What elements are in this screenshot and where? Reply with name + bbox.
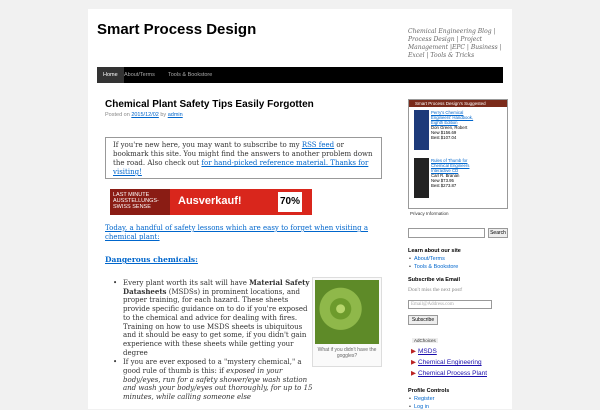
banner-ad-headline: Ausverkauf! — [178, 195, 242, 207]
ad-link-chemical-process-plant[interactable] — [411, 369, 487, 377]
page-wrapper — [88, 9, 512, 409]
book-author: Carl R. Branan — [431, 173, 460, 178]
bullet-text: If you are ever exposed to a "mystery chemical," a good rule of thumb is this: if — [123, 358, 302, 376]
bullet-text: (MSDSs) in prominent locations, and proper training, for each hazard. These sheets provide specific guidance on to do if you're exposed to the chemical and advice for dealing with fires. Training on how to use MSDS sheets is ubiquitous and it should be easy to get some, if you didn't gain experience with these sheets while getting your degree — [123, 287, 308, 357]
banner-ad[interactable] — [110, 189, 312, 215]
post-title[interactable]: Chemical Plant Safety Tips Easily Forgotten — [105, 99, 314, 110]
subscribe-text: Don't miss the next post! — [408, 287, 463, 293]
sidebar-link-tools[interactable]: • Tools & Bookstore — [414, 264, 458, 270]
figure-caption: What if you didn't have the goggles? — [317, 347, 377, 359]
goggles-figure — [312, 277, 382, 367]
arrow-right-icon: ▶ — [411, 370, 416, 377]
intro-link[interactable]: Today, a handful of safety lessons which are easy to forget when visiting a chemical plant: — [105, 224, 369, 241]
book-title[interactable]: Rules of Thumb for Chemical Engineers Interactive CD — [431, 158, 470, 173]
book-info — [431, 110, 476, 140]
nav-item-about[interactable]: About/Terms — [124, 72, 155, 78]
rss-feed-link[interactable]: RSS feed — [301, 141, 335, 149]
book-cover[interactable] — [414, 158, 429, 198]
welcome-notice — [105, 137, 382, 179]
book-author: Don Green, Robert — [431, 125, 468, 130]
ad-link-label: MSDS — [418, 348, 437, 355]
email-field[interactable]: Email@Address.com — [408, 300, 492, 309]
banner-ad-discount: 70% — [278, 192, 302, 212]
nav-item-tools[interactable]: Tools & Bookstore — [168, 72, 213, 78]
sidebar-link-register[interactable]: • Register — [414, 396, 434, 402]
book-title[interactable]: Perry's Chemical Engineers' Handbook, Eighth Edition — [431, 110, 474, 125]
site-title[interactable]: Smart Process Design — [97, 21, 257, 38]
arrow-right-icon: ▶ — [411, 348, 416, 355]
posted-on-label: Posted on — [105, 112, 130, 118]
subscribe-widget-title: Subscribe via Email — [408, 277, 460, 283]
ad-link-msds[interactable] — [411, 347, 437, 355]
search-button[interactable]: Search — [488, 228, 508, 238]
main-content — [105, 99, 385, 402]
goggles-image[interactable] — [315, 280, 379, 344]
book-cover[interactable] — [414, 110, 429, 150]
nav-item-home[interactable]: Home — [97, 67, 124, 83]
list-item — [113, 279, 313, 357]
main-nav — [97, 67, 503, 83]
search-input[interactable] — [408, 228, 485, 238]
post-author-link[interactable]: admin — [167, 112, 183, 118]
ad-link-label: Chemical Engineering — [418, 359, 482, 366]
book-new-price: New $156.69 — [431, 130, 457, 135]
book-info — [431, 158, 476, 188]
section-heading-link[interactable]: Dangerous chemicals: — [105, 255, 198, 264]
sidebar-link-login[interactable]: • Log in — [414, 404, 429, 410]
reference-material-link[interactable]: for hand-picked reference material. Thanks for visiting! — [113, 159, 369, 176]
ad-link-label: Chemical Process Plant — [418, 370, 487, 377]
safety-tips-list — [113, 279, 313, 403]
notice-text-2: or bookmark this site. You might find the answers to another problem down the road. Also check out — [113, 141, 373, 167]
book-best-price: Best $273.87 — [431, 183, 457, 188]
bullet-text: Every plant worth its salt will have — [123, 279, 247, 287]
by-label: by — [160, 112, 167, 118]
learn-widget-title: Learn about our site — [408, 248, 461, 254]
notice-text-1: If you're new here, you may want to subscribe to my — [113, 141, 300, 149]
suggested-books-widget — [408, 99, 508, 209]
book-best-price: Best $107.04 — [431, 135, 457, 140]
list-item — [113, 358, 313, 402]
book-new-price: New $73.95 — [431, 178, 454, 183]
profile-widget-title: Profile Controls — [408, 388, 450, 394]
ad-link-chemical-engineering[interactable] — [411, 358, 482, 366]
adchoices-badge[interactable]: AdChoices — [414, 338, 436, 343]
books-widget-header: Smart Process Design's Suggested — [409, 100, 507, 107]
post-meta — [105, 112, 385, 118]
bullet-bold-text: Material Safety Datasheets — [123, 278, 310, 296]
arrow-right-icon: ▶ — [411, 359, 416, 366]
bullet-italic-text: exposed in your body/eyes, run for a safety shower/eye wash station and wash your body/eyes out thoroughly, for up to 15 minutes, while calling someone else — [123, 367, 313, 402]
book-item[interactable] — [414, 158, 474, 202]
sidebar-link-about[interactable]: • About/Terms — [414, 256, 445, 262]
privacy-link[interactable]: Privacy Information — [410, 211, 449, 216]
book-item[interactable] — [414, 110, 474, 154]
subscribe-button[interactable]: Subscribe — [408, 315, 438, 325]
site-description: Chemical Engineering Blog | Process Design | Project Management |EPC | Business | Excel | Tools & Tricks — [408, 28, 502, 59]
banner-ad-brand: LAST MINUTE AUSSTELLUNGS- SWISS SENSE — [110, 189, 170, 215]
post-date-link[interactable]: 2015/12/02 — [131, 112, 159, 118]
